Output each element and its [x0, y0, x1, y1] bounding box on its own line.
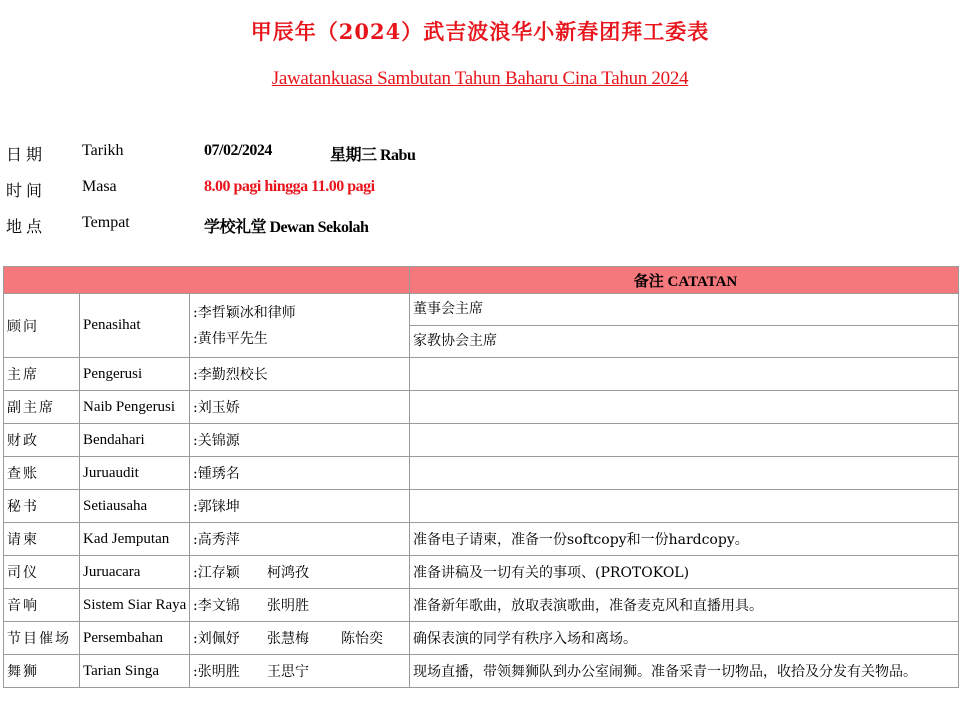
table-row: [4, 556, 959, 589]
member-name: 柯鸿孜: [267, 565, 309, 581]
table-row: [4, 358, 959, 391]
role-chinese: 副主席: [4, 391, 80, 424]
role-chinese: 顾问: [4, 294, 80, 358]
note-cell: [410, 358, 959, 391]
info-label-my: Tarikh: [82, 142, 124, 159]
note-cell: [410, 294, 959, 358]
role-malay: Penasihat: [80, 294, 190, 358]
role-malay: Persembahan: [80, 622, 190, 655]
note-cell: [410, 490, 959, 523]
note-cell: [410, 457, 959, 490]
member-names: [190, 294, 410, 358]
info-label-cn: 时间: [6, 181, 47, 200]
member-name: :江存颖: [193, 565, 240, 581]
role-chinese: 节目催场: [4, 622, 80, 655]
notes-column-header: 备注 CATATAN: [410, 267, 959, 294]
member-name: 陈怡奕: [341, 631, 383, 647]
info-value-day: 星期三 Rabu: [330, 147, 416, 164]
member-names: [190, 556, 410, 589]
role-malay: Pengerusi: [80, 358, 190, 391]
role-malay: Bendahari: [80, 424, 190, 457]
role-chinese: 主席: [4, 358, 80, 391]
member-name: :锺琇名: [193, 466, 240, 482]
note-cell: [410, 391, 959, 424]
note-cell: 确保表演的同学有秩序入场和离场。: [410, 622, 959, 655]
member-name: :李勤烈校长: [193, 367, 268, 383]
member-names: [190, 358, 410, 391]
info-value: 学校礼堂 Dewan Sekolah: [204, 219, 369, 236]
info-value: 8.00 pagi hingga 11.00 pagi: [204, 178, 375, 195]
table-row: [4, 523, 959, 556]
committee-table: [3, 266, 959, 688]
table-row: [4, 391, 959, 424]
info-label-cn: 日期: [6, 145, 47, 164]
info-row-date: [0, 142, 960, 170]
member-names: [190, 457, 410, 490]
note-cell: 准备讲稿及一切有关的事项、(PROTOKOL): [410, 556, 959, 589]
page-title-malay: Jawatankuasa Sambutan Tahun Baharu Cina Tahun 2024: [271, 68, 689, 89]
info-row-time: [0, 178, 960, 206]
role-chinese: 舞狮: [4, 655, 80, 688]
info-label-my: Tempat: [82, 214, 130, 231]
member-names: [190, 391, 410, 424]
role-chinese: 财政: [4, 424, 80, 457]
note-cell: 现场直播，带领舞狮队到办公室闹狮。准备采青一切物品，收拾及分发有关物品。: [410, 655, 959, 688]
role-malay: Sistem Siar Raya: [80, 589, 190, 622]
member-names: [190, 589, 410, 622]
member-names: [190, 622, 410, 655]
info-value: 07/02/2024: [204, 142, 272, 159]
table-header-blank: [4, 267, 410, 294]
member-names: [190, 490, 410, 523]
role-malay: Kad Jemputan: [80, 523, 190, 556]
role-chinese: 请柬: [4, 523, 80, 556]
table-row: [4, 294, 959, 358]
table-row: [4, 622, 959, 655]
member-name: :刘玉娇: [193, 400, 240, 416]
member-name: :李文锦: [193, 598, 240, 614]
member-name: :关锦源: [193, 433, 240, 449]
role-chinese: 音响: [4, 589, 80, 622]
member-name: :郭铼坤: [193, 499, 240, 515]
table-row: [4, 490, 959, 523]
member-name: :张明胜: [193, 664, 240, 680]
table-row: [4, 457, 959, 490]
role-malay: Juruacara: [80, 556, 190, 589]
table-row: [4, 655, 959, 688]
member-name: 张明胜: [267, 598, 309, 614]
role-chinese: 查账: [4, 457, 80, 490]
role-malay: Juruaudit: [80, 457, 190, 490]
member-name: :高秀萍: [193, 532, 240, 548]
member-name: 王思宁: [267, 664, 309, 680]
note-cell: 准备电子请柬，准备一份softcopy和一份hardcopy。: [410, 523, 959, 556]
member-names: [190, 523, 410, 556]
member-name: 张慧梅: [267, 631, 309, 647]
note-cell: 准备新年歌曲，放取表演歌曲，准备麦克风和直播用具。: [410, 589, 959, 622]
member-name: :李哲颖冰和律师: [193, 304, 296, 321]
note-cell: [410, 424, 959, 457]
info-row-venue: [0, 214, 960, 242]
table-header-row: [4, 267, 959, 294]
member-name: :黄伟平先生: [193, 330, 268, 347]
role-malay: Naib Pengerusi: [80, 391, 190, 424]
member-names: [190, 424, 410, 457]
member-names: [190, 655, 410, 688]
member-name: :刘佩妤: [193, 631, 240, 647]
table-row: [4, 424, 959, 457]
role-malay: Tarian Singa: [80, 655, 190, 688]
note-text: 董事会主席: [413, 301, 484, 317]
role-malay: Setiausaha: [80, 490, 190, 523]
page-title-chinese: 甲辰年（2024）武吉波浪华小新春团拜工委表: [250, 19, 710, 44]
table-row: [4, 589, 959, 622]
note-text: 家教协会主席: [410, 325, 958, 357]
info-label-my: Masa: [82, 178, 117, 195]
info-label-cn: 地点: [6, 217, 47, 236]
role-chinese: 司仪: [4, 556, 80, 589]
role-chinese: 秘书: [4, 490, 80, 523]
